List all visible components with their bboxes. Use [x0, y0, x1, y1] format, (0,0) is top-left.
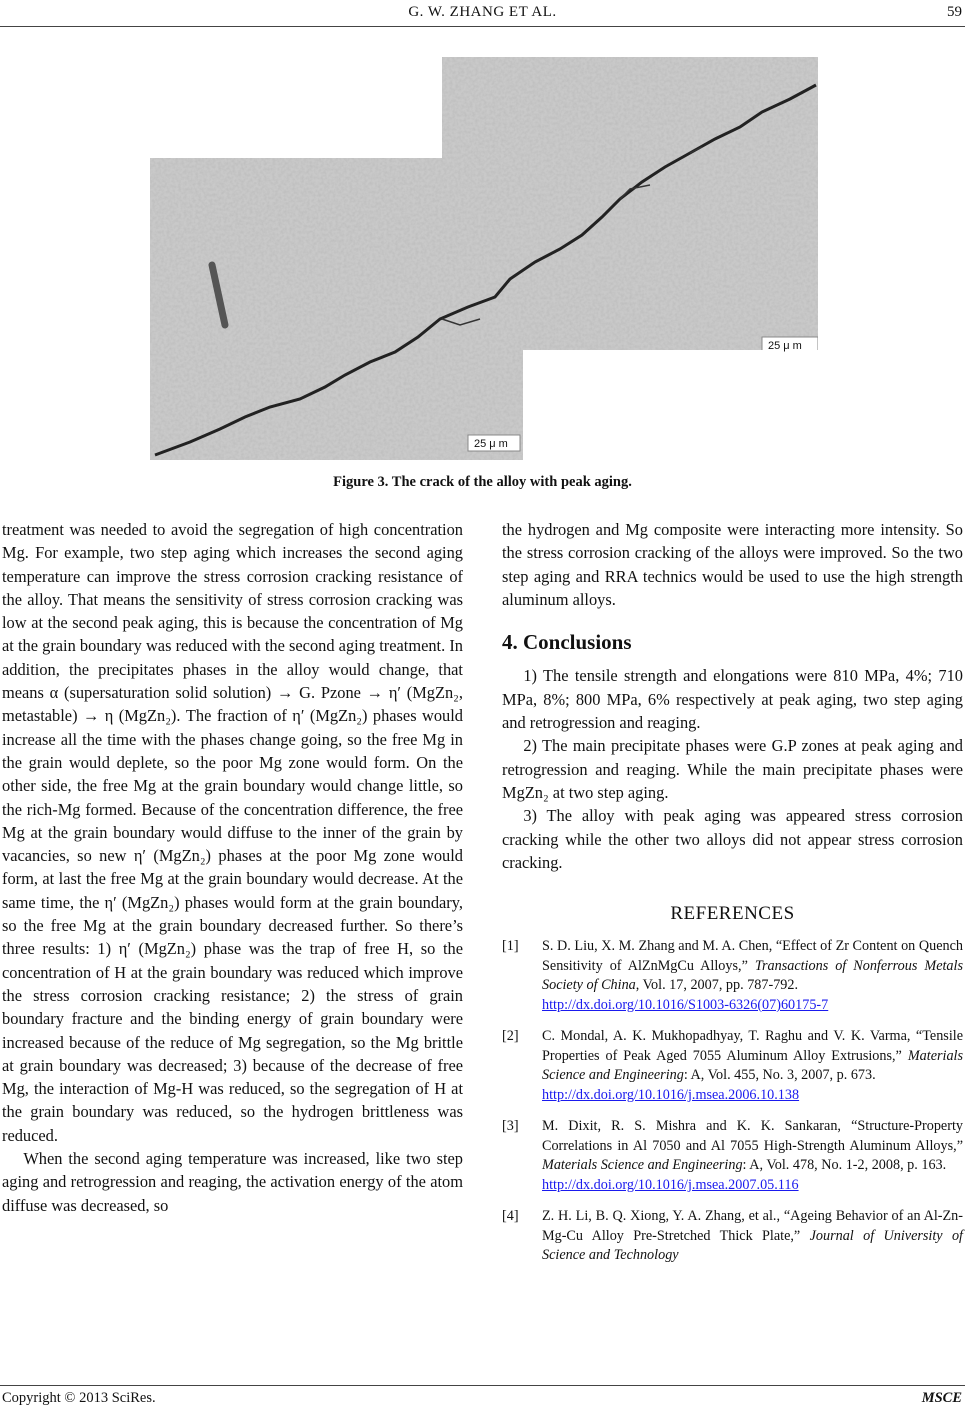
reference-number: [4]	[502, 1208, 519, 1225]
reference-text: C. Mondal, A. K. Mukhopadhyay, T. Raghu and V. K. Varma, “Tensile Properties of Peak Aged 7055 Aluminum Alloy Extrusions,”	[542, 1028, 963, 1064]
left-column	[2, 518, 463, 1217]
reference-doi-link[interactable]: http://dx.doi.org/10.1016/S1003-6326(07)60175-7	[542, 996, 829, 1013]
footer-rule	[0, 1385, 965, 1386]
scale-bar-label-top: 25 μ m	[768, 340, 802, 352]
reference-number: [2]	[502, 1028, 519, 1045]
scale-bar-label-bottom: 25 μ m	[474, 438, 508, 450]
figure-caption: Figure 3. The crack of the alloy with peak aging.	[333, 474, 632, 490]
header-rule	[0, 26, 965, 27]
reference-text: Z. H. Li, B. Q. Xiong, Y. A. Zhang, et al., “Ageing Behavior of an Al-Zn-Mg-Cu Alloy Pre-Stretched Thick Plate,”	[542, 1208, 963, 1244]
body-paragraph: the hydrogen and Mg composite were interacting more intensity. So the stress corrosion cracking of the alloys were improved. So the two step aging and RRA technics would be used to use the high strength aluminum alloys.	[502, 520, 963, 609]
journal-abbreviation: MSCE	[921, 1390, 962, 1406]
reference-item	[502, 937, 963, 1015]
references-heading: REFERENCES	[670, 903, 795, 925]
reference-journal: Materials Science and Engineering	[542, 1047, 964, 1084]
conclusion-item: 1) The tensile strength and elongations were 810 MPa, 4%; 710 MPa, 8%; 800 MPa, 6% respectively at peak aging, two step aging and retrogression and reaging.	[502, 666, 963, 733]
reference-journal: Materials Science and Engineering	[542, 1157, 743, 1174]
right-column	[502, 518, 963, 1278]
reference-details: : A, Vol. 455, No. 3, 2007, p. 673.	[683, 1067, 876, 1084]
page-header	[0, 2, 965, 26]
body-paragraph: treatment was needed to avoid the segregation of high concentration Mg. For example, two step aging which increases the second aging temperature can improve the stress corrosion cracking resistance of the alloy. That means the sensitivity of stress corrosion cracking was low at the second peak aging, this is because the concentration of Mg at the grain boundary was reduced with the second aging treatment. In addition, the precipitates phases in the alloy would change, that means α (supersaturation solid solution) → G. Pzone → η′ (MgZn₂, metastable) → η (MgZn₂). The fraction of η′ (MgZn₂) phases would increase all the time with the phases change going, so the free Mg in the grain would deplete, so the poor Mg zone would form. On the other side, the free Mg at the grain boundary would change little, so the rich-Mg formed. Because of the concentration difference, the free Mg at the grain boundary would diffuse to the inner of the grain by vacancies, so new η′ (MgZn₂) phases at the poor Mg zone would form, at last the free Mg at the grain boundary would decrease. At the same time, the η′ (MgZn₂) phases would form at the grain boundary, so the free Mg at the grain boundary decreased further. So there’s three results: 1) η′ (MgZn₂) phase was the trap of free H, so the concentration of H at the grain boundary was reduced which improve the stress corrosion cracking resistance; 2) the stress of grain boundary fracture and the binding energy of grain boundary were increased because of the reduce of Mg segregation, so the Mg brittle at grain boundary was decreased; 3) because of the decrease of free Mg, the interaction of Mg-H was reduced, so the segregation of H at the grain boundary was reduced, so the hydrogen brittleness was reduced.	[2, 520, 463, 1145]
micrograph-figure	[150, 57, 818, 460]
crack-micrograph	[150, 57, 818, 460]
reference-doi-link[interactable]: http://dx.doi.org/10.1016/j.msea.2007.05.116	[542, 1176, 799, 1193]
reference-text: S. D. Liu, X. M. Zhang and M. A. Chen, “Effect of Zr Content on Quench Sensitivity of AlZnMgCu Alloys,”	[542, 938, 963, 974]
section-heading-conclusions: 4. Conclusions	[502, 630, 632, 655]
reference-text: M. Dixit, R. S. Mishra and K. K. Sankaran, “Structure-Property Correlations in Al 7050 and Al 7055 High-Strength Aluminum Alloys,”	[542, 1118, 963, 1154]
running-title: G. W. ZHANG ET AL.	[408, 4, 557, 20]
reference-details: : A, Vol. 478, No. 1-2, 2008, p. 163.	[742, 1157, 947, 1174]
page-number: 59	[947, 4, 962, 20]
reference-item	[502, 1207, 963, 1266]
conclusion-item: 2) The main precipitate phases were G.P zones at peak aging and retrogression and reaging. While the main precipitate phases were MgZn₂ at two step aging.	[502, 736, 963, 802]
reference-item	[502, 1117, 963, 1195]
conclusion-item: 3) The alloy with peak aging was appeared stress corrosion cracking while the other two alloys did not appear stress corrosion cracking.	[502, 806, 963, 872]
reference-journal: Transactions of Nonferrous Metals Society of China	[542, 957, 963, 994]
reference-doi-link[interactable]: http://dx.doi.org/10.1016/j.msea.2006.10.138	[542, 1086, 800, 1103]
reference-item	[502, 1027, 963, 1105]
copyright-notice: Copyright © 2013 SciRes.	[2, 1390, 156, 1406]
reference-journal: Journal of University of Science and Technology	[542, 1227, 963, 1264]
reference-number: [1]	[502, 938, 519, 955]
reference-details: , Vol. 17, 2007, pp. 787-792.	[635, 977, 799, 994]
reference-number: [3]	[502, 1118, 519, 1135]
body-paragraph: When the second aging temperature was increased, like two step aging and retrogression and reaging, the activation energy of the atom diffuse was decreased, so	[2, 1149, 463, 1215]
